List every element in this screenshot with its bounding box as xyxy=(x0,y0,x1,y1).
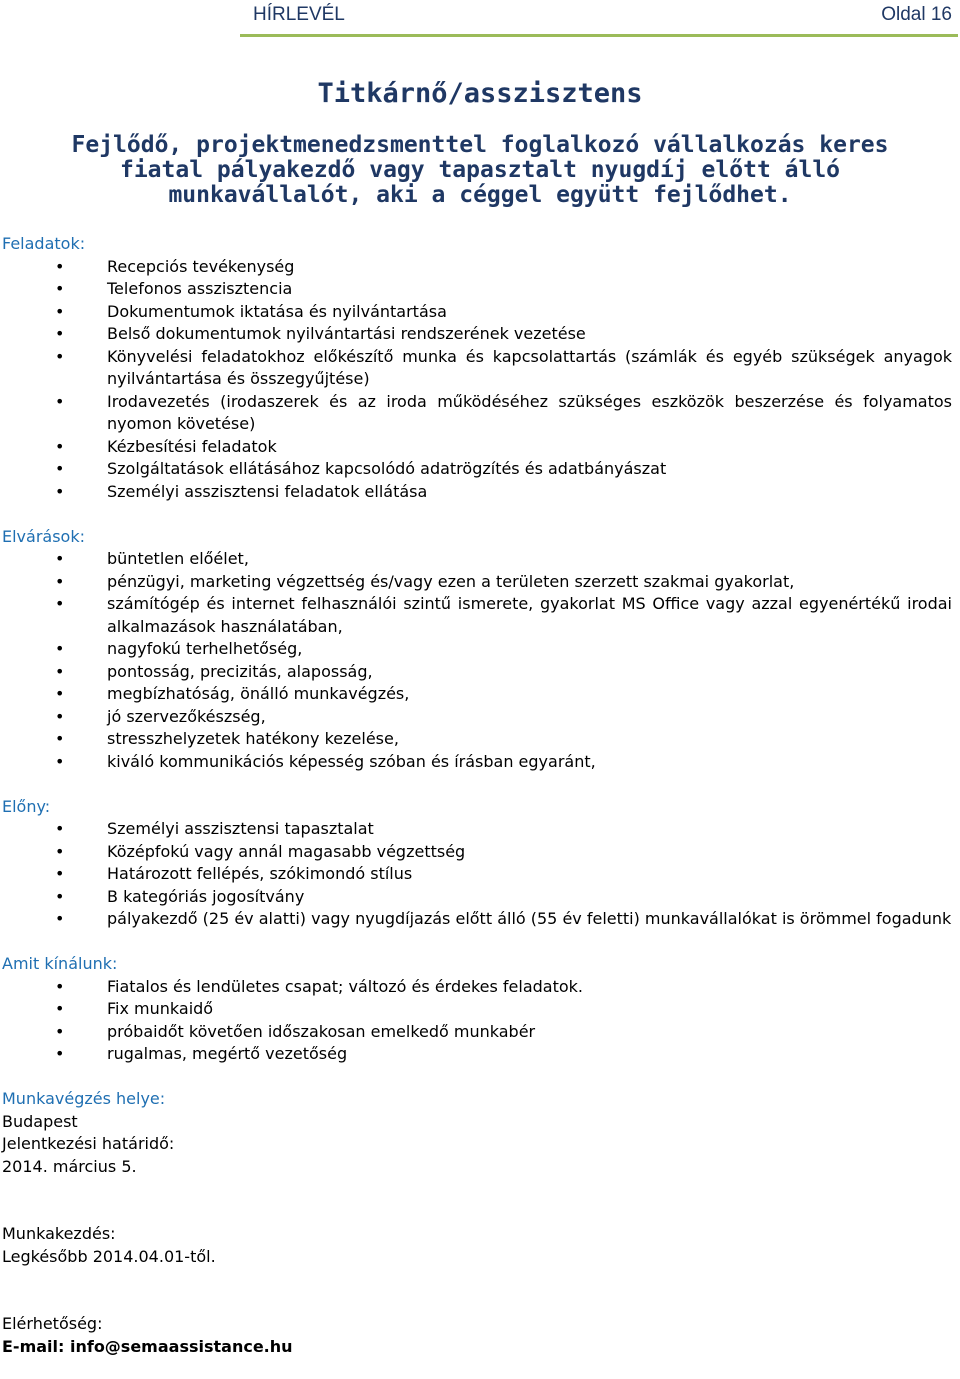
list-item: • Telefonos asszisztencia xyxy=(2,278,952,301)
start-value: Legkésőbb 2014.04.01-től. xyxy=(2,1246,216,1266)
list-item: • Határozott fellépés, szókimondó stílus xyxy=(2,863,952,886)
deadline-value: 2014. március 5. xyxy=(2,1156,137,1176)
page-number: Oldal 16 xyxy=(881,4,952,25)
list-item: • Recepciós tevékenység xyxy=(2,256,952,279)
list-item: • Középfokú vagy annál magasabb végzettség xyxy=(2,841,952,864)
deadline-label: Jelentkezési határidő: xyxy=(2,1134,175,1153)
list-item: • Belső dokumentumok nyilvántartási rendszerének vezetése xyxy=(2,323,952,346)
list-item: • Könyvelési feladatokhoz előkészítő munka és kapcsolattartás (számlák és egyéb szükségek anyagok nyilvántartása és összegyűjtése) xyxy=(2,346,952,391)
contact-email[interactable]: E-mail: info@semaassistance.hu xyxy=(2,1336,293,1356)
offer-list xyxy=(2,976,952,1066)
list-item: • rugalmas, megértő vezetőség xyxy=(2,1043,952,1066)
contact-label: Elérhetőség: xyxy=(2,1314,103,1333)
list-item: • számítógép és internet felhasználói szintű ismerete, gyakorlat MS Office vagy azzal egyenértékű irodai alkalmazások használatában, xyxy=(2,593,952,638)
section-heading-elvarasok: Elvárások: xyxy=(2,526,85,546)
subtitle-line-2: fiatal pályakezdő vagy tapasztalt nyugdíj előtt álló xyxy=(119,157,841,183)
list-item: • jó szervezőkészség, xyxy=(2,706,952,729)
job-details xyxy=(2,233,952,1358)
section-heading-feladatok: Feladatok: xyxy=(2,234,86,253)
list-item: • kiváló kommunikációs képesség szóban és írásban egyaránt, xyxy=(2,751,952,774)
section-heading-kinalunk: Amit kínálunk: xyxy=(2,954,118,973)
list-item: • megbízhatóság, önálló munkavégzés, xyxy=(2,683,952,706)
tasks-list xyxy=(2,256,952,504)
list-item: • Fiatalos és lendületes csapat; változó és érdekes feladatok. xyxy=(2,976,952,999)
start-label: Munkakezdés: xyxy=(2,1224,116,1243)
list-item: • Személyi asszisztensi tapasztalat xyxy=(2,818,952,841)
list-item: • pénzügyi, marketing végzettség és/vagy ezen a területen szerzett szakmai gyakorlat, xyxy=(2,571,952,594)
list-item: • Személyi asszisztensi feladatok ellátása xyxy=(2,481,952,504)
advantages-list xyxy=(2,818,952,931)
section-heading-location: Munkavégzés helye: xyxy=(2,1089,166,1108)
list-item: • pontosság, precizitás, alaposság, xyxy=(2,661,952,684)
list-item: • Szolgáltatások ellátásához kapcsolódó adatrögzítés és adatbányászat xyxy=(2,458,952,481)
page-header xyxy=(0,0,960,46)
list-item: • Kézbesítési feladatok xyxy=(2,436,952,459)
header-rule xyxy=(240,34,958,37)
requirements-list xyxy=(2,548,952,773)
subtitle-line-1: Fejlődő, projektmenedzsmenttel foglalkozó vállalkozás keres xyxy=(71,132,889,158)
list-item: • Dokumentumok iktatása és nyilvántartása xyxy=(2,301,952,324)
list-item: • stresszhelyzetek hatékony kezelése, xyxy=(2,728,952,751)
list-item: • B kategóriás jogosítvány xyxy=(2,886,952,909)
list-item: • büntetlen előélet, xyxy=(2,548,952,571)
list-item: • Fix munkaidő xyxy=(2,998,952,1021)
job-subtitle xyxy=(0,133,960,208)
list-item: • próbaidőt követően időszakosan emelkedő munkabér xyxy=(2,1021,952,1044)
list-item: • nagyfokú terhelhetőség, xyxy=(2,638,952,661)
list-item: • Irodavezetés (irodaszerek és az iroda működéséhez szükséges eszközök beszerzése és folyamatos nyomon követése) xyxy=(2,391,952,436)
section-heading-elony: Előny: xyxy=(2,796,51,816)
subtitle-line-3: munkavállalót, aki a céggel együtt fejlődhet. xyxy=(168,182,792,208)
list-item: • pályakezdő (25 év alatti) vagy nyugdíjazás előtt álló (55 év feletti) munkavállalókat is örömmel fogadunk xyxy=(2,908,952,931)
location-value: Budapest xyxy=(2,1111,78,1131)
newsletter-label: HÍRLEVÉL xyxy=(253,4,345,25)
job-title: Titkárnő/asszisztens xyxy=(317,78,643,109)
